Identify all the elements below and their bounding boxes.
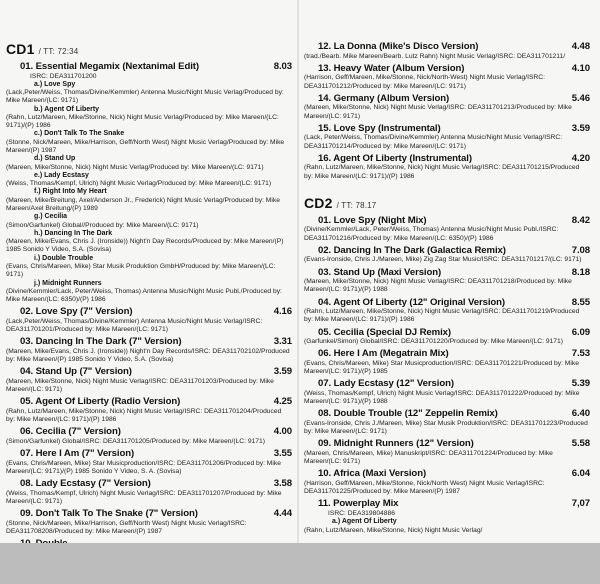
- track-item: [304, 93, 590, 123]
- track-title: 15. Love Spy (Instrumental): [318, 122, 441, 134]
- track-title-row: [6, 61, 292, 73]
- medley-part-credit: (Mareen, Mike/Stonne, Nick) Night Music Verlag/Produced by: Mike Mareen/(LC: 9171): [6, 163, 264, 171]
- track-duration: 5.58: [571, 438, 590, 450]
- medley-part-credit: (Evans, Chris/Mareen, Mike) Star Musik Produktion GmbH/Produced by: Mike Mareen/(LC: 9171): [6, 263, 276, 279]
- cd1-track-list: [6, 61, 292, 552]
- track-item: [6, 508, 292, 538]
- track-item: [304, 348, 590, 378]
- track-title: 05. Agent Of Liberty (Radio Version): [20, 396, 181, 408]
- track-item: [304, 267, 590, 297]
- track-title: 01. Essential Megamix (Nextanimal Edit): [20, 61, 199, 72]
- track-duration: 4.10: [571, 62, 590, 74]
- track-credit: (Simon/Garfunkel) Global/ISRC: DEA311701205/Produced by: Mike Mareen/(LC: 9171): [6, 437, 265, 445]
- medley-part-title: a.) Agent Of Liberty: [332, 518, 397, 526]
- track-credit: (Weiss, Thomas/Kempf, Ulrich) Night Music Verlag/ISRC: DEA311701222/Produced by: Mike Mareen/(LC: 9171)/(P) 1988: [304, 389, 580, 406]
- track-credit: (Harrison, Geff/Mareen, Mike/Stonne, Nick/North-West) Night Music Verlag/ISRC: DEA311701212/Produced by: Mike Mareen/(LC: 9171): [304, 74, 545, 90]
- track-title-row: [304, 41, 590, 53]
- track-title-row: [304, 215, 590, 227]
- cd2-heading: [304, 195, 590, 211]
- track-title-row: [304, 153, 590, 165]
- track-item: [304, 245, 590, 267]
- background-strip: [0, 543, 600, 584]
- track-title-row: [304, 468, 590, 480]
- track-title-row: [6, 366, 292, 378]
- track-item: [304, 438, 590, 468]
- track-title-row: [304, 348, 590, 360]
- track-duration: 4.20: [571, 152, 590, 164]
- medley-part-title: i.) Double Trouble: [34, 254, 94, 262]
- track-title: 12. La Donna (Mike's Disco Version): [318, 41, 479, 52]
- track-credit: (Evans, Chris/Mareen, Mike) Star Musicproduction/ISRC: DEA311701206/Produced by: Mike Mareen/(LC: 9171)/(P) 1985 Sonido Y Video, S. A. (Sovisa): [6, 459, 281, 475]
- track-credit: (Mareen, Mike/Stonne, Nick) Night Music Verlag/ISRC: DEA311701203/Produced by: Mike Mareen/(LC: 9171): [6, 377, 274, 394]
- cd2-track-list: [304, 215, 590, 537]
- cd2-label: CD2: [304, 194, 333, 211]
- track-item: [304, 297, 590, 327]
- cd2-total-time: / TT: 78.17: [336, 200, 377, 210]
- cd1-continued-track-list: [304, 41, 590, 183]
- track-credit: (Harrison, Geff/Mareen, Mike/Stonne, Nick/North West) Night Music Verlag/ISRC: DEA311701225/Produced by: Mike Mareen/(P) 1987: [304, 479, 545, 496]
- track-item: [6, 396, 292, 426]
- medley-part-credit: (Mareen, Mike/Breitung, Axel/Anderson Jr., Frederick) Night Music Verlag/Produced by: Mike Mareen/Axel Breitung/(P) 1989: [6, 196, 280, 213]
- track-title-row: [304, 408, 590, 420]
- track-duration: 8.03: [273, 61, 292, 72]
- track-title: 07. Here I Am (7" Version): [20, 448, 135, 460]
- track-item: [304, 498, 590, 536]
- track-title: 14. Germany (Album Version): [318, 92, 450, 104]
- medley-part-credit: (Weiss, Thomas/Kempf, Ulrich) Night Music Verlag/Produced by: Mike Mareen/(LC: 9171): [6, 180, 272, 188]
- track-title: 06. Here I Am (Megatrain Mix): [318, 348, 449, 360]
- track-duration: 3.55: [273, 448, 292, 460]
- track-duration: 7,07: [571, 498, 590, 510]
- track-item: [6, 336, 292, 366]
- track-title: 10. Africa (Maxi Version): [318, 468, 427, 480]
- track-title-row: [304, 438, 590, 450]
- medley-part-credit: (Simon/Garfunkel) Global//Produced by: Mike Mareen/(LC: 9171): [6, 221, 199, 229]
- track-title-row: [304, 245, 590, 257]
- track-duration: 6.40: [571, 408, 590, 420]
- track-title: 06. Cecilia (7" Version): [20, 426, 121, 438]
- track-item: [6, 426, 292, 448]
- track-item: [6, 366, 292, 396]
- track-title: 08. Double Trouble (12" Zeppelin Remix): [318, 408, 498, 420]
- track-credit: ISRC: DEA319804886: [328, 509, 395, 517]
- track-item: [304, 378, 590, 408]
- track-credit: (trad./Bearb. Mike Mareen/Bearb. Lutz Rahn) Night Music Verlag/ISRC: DEA311701211/: [304, 52, 566, 60]
- medley-part-credit: (Divine/Kemmler/Lack, Peter/Weiss, Thomas) Antenna Music/Night Music Publ./Produced by: Mike Mareen/(LC: 6350)/(P) 1986: [6, 287, 282, 304]
- track-title: 02. Dancing In The Dark (Galactica Remix): [318, 244, 506, 256]
- track-credit: (Mareen, Mike/Stonne, Nick) Night Music Verlag/ISRC: DEA311701213/Produced by: Mike Mareen/(LC: 9171): [304, 104, 572, 120]
- track-item: [304, 41, 590, 63]
- medley-part-credit: (Lack,Peter/Weiss, Thomas/Divine/Kemmler) Antenna Music/Night Music Verlag/Produced by: Mike Mareen/(LC: 9171): [6, 89, 284, 105]
- track-duration: 4.25: [273, 396, 292, 408]
- track-title: 04. Stand Up (7" Version): [20, 366, 132, 378]
- medley-part-credit: (Rahn, Lutz/Mareen, Mike/Stonne, Nick) Night Music Verlag/Produced by: Mike Mareen/(LC: 9171)/(P) 1986: [6, 114, 279, 130]
- track-duration: 5.46: [571, 92, 590, 104]
- medley-part-title: h.) Dancing In The Dark: [34, 229, 113, 237]
- track-title: 03. Dancing In The Dark (7" Version): [20, 336, 182, 348]
- track-title: 04. Agent Of Liberty (12" Original Version): [318, 296, 506, 308]
- cd1-total-time: / TT: 72:34: [38, 47, 79, 56]
- track-duration: 4.44: [273, 508, 292, 520]
- track-title-row: [304, 297, 590, 309]
- track-duration: 8.18: [571, 266, 590, 278]
- track-credit: (Rahn, Lutz/Mareen, Mike/Stonne, Nick) Night Music Verlag/ISRC: DEA311701219/Produced by: Mike Mareen/(LC: 9171)/(P) 1986: [304, 308, 580, 324]
- medley-part-title: a.) Love Spy: [34, 80, 76, 88]
- medley-part-title: d.) Stand Up: [34, 155, 76, 163]
- track-title-row: [6, 508, 292, 520]
- track-item: [304, 468, 590, 498]
- track-title-row: [6, 306, 292, 318]
- track-title: 02. Love Spy (7" Version): [20, 306, 133, 318]
- page-gutter: [297, 0, 299, 543]
- track-duration: 4.16: [273, 306, 292, 318]
- track-credit: (Rahn, Lutz/Mareen, Mike/Stonne, Nick) Night Music Verlag/ISRC: DEA311701204/Produced by: Mike Mareen/(LC: 9171)/(P) 1986: [6, 407, 282, 424]
- track-item: [304, 153, 590, 183]
- cd1-label: CD1: [6, 41, 35, 57]
- track-credit: (Rahn, Lutz/Mareen, Mike/Stonne, Nick) Night Music Verlag/ISRC: DEA311701215/Produced by: Mike Mareen/(LC: 9171)/(P) 1986: [304, 164, 580, 180]
- track-title: 08. Lady Ecstasy (7" Version): [20, 478, 151, 490]
- track-title: 05. Cecilia (Special DJ Remix): [318, 326, 451, 338]
- track-title: 16. Agent Of Liberty (Instrumental): [318, 152, 472, 164]
- track-title-row: [6, 336, 292, 348]
- track-credit: (Evans-Ironside, Chris J./Mareen, Mike) Zig Zag Star Music/ISRC: DEA311701217/(LC: 9171): [304, 256, 582, 264]
- medley-part-title: c.) Don't Talk To The Snake: [34, 130, 125, 138]
- track-item: [6, 478, 292, 508]
- track-title-row: [304, 93, 590, 105]
- medley-part-credit: (Rahn, Lutz/Mareen, Mike/Stonne, Nick) Night Music Verlag/: [304, 526, 483, 534]
- track-title: 09. Midnight Runners (12" Version): [318, 438, 474, 450]
- track-title-row: [6, 448, 292, 460]
- track-item: [304, 63, 590, 93]
- track-duration: 6.04: [571, 468, 590, 480]
- track-title-row: [304, 498, 590, 510]
- medley-part-title: e.) Lady Ecstasy: [34, 171, 89, 179]
- track-credit: (Lack, Peter/Weiss, Thomas/Divine/Kemmler) Antenna Music/Night Music Verlag/ISRC: DEA311701214/Produced by: Mike Mareen/(LC: 9171): [304, 134, 563, 150]
- column-right: [304, 41, 590, 537]
- column-left: [6, 41, 292, 552]
- track-item: [6, 61, 292, 306]
- track-title: 01. Love Spy (Night Mix): [318, 214, 427, 226]
- track-credit: (Evans-Ironside, Chris J./Mareen, Mike) Star Musik Produktion/ISRC: DEA311701223/Produced by: Mike Mareen/(LC: 9171): [304, 419, 588, 436]
- track-duration: 3.59: [571, 122, 590, 134]
- track-title-row: [6, 426, 292, 438]
- track-duration: 7.53: [571, 348, 590, 360]
- track-title: 13. Heavy Water (Album Version): [318, 62, 465, 74]
- track-credit: (Mareen, Mike/Evans, Chris J. (Ironside)) Night'n Day Records/ISRC: DEA311702102/Produced by: Mike Mareen/(P) 1985 Sonido Y Video, S.A. (Sovisa): [6, 347, 290, 364]
- track-title-row: [6, 478, 292, 490]
- track-title-row: [304, 378, 590, 390]
- track-title-row: [304, 267, 590, 279]
- track-item: [304, 408, 590, 438]
- track-credit: (Weiss, Thomas/Kempf, Ulrich) Night Music Verlag/ISRC: DEA311701207/Produced by: Mike Mareen/(LC: 9171): [6, 489, 282, 505]
- track-duration: 6.09: [571, 326, 590, 338]
- track-credit: (Mareen, Mike/Stonne, Nick) Night Music Verlag/ISRC: DEA311701218/Produced by: Mike Mareen/(LC: 9171)/(P) 1988: [304, 278, 572, 294]
- track-duration: 7.08: [571, 244, 590, 256]
- track-item: [6, 448, 292, 478]
- track-duration: 8.42: [571, 214, 590, 226]
- track-duration: 3.58: [273, 478, 292, 490]
- track-credit: (Divine/Kemmler/Lack, Peter/Weiss, Thomas) Antenna Music/Night Music Publ./ISRC: DEA311701216/Produced by: Mike Mareen/(LC: 6350)/(P) 1986: [304, 226, 559, 242]
- track-title: 03. Stand Up (Maxi Version): [318, 266, 442, 278]
- track-credit: (Evans, Chris/Mareen, Mike) Star Musicproduction/ISRC: DEA311701221/Produced by: Mike Mareen/(LC: 9171)/(P) 1985: [304, 359, 579, 376]
- track-duration: 4.00: [273, 426, 292, 438]
- track-duration: 4.48: [571, 41, 590, 52]
- medley-part-title: j.) Midnight Runners: [34, 279, 102, 287]
- track-item: [304, 327, 590, 349]
- track-credit: (Garfunkel/Simon) Global/ISRC: DEA311701220/Produced by: Mike Mareen/(LC: 9171): [304, 338, 563, 346]
- medley-part-credit: (Mareen, Mike/Evans, Chris J. (Ironside)) Night'n Day Records/Produced by: Mike Mareen/(P) 1985 Sonido Y Video, S.A. (Sovisa): [6, 238, 284, 254]
- track-item: [304, 123, 590, 153]
- track-spacer: [304, 535, 590, 537]
- track-duration: 3.31: [273, 336, 292, 348]
- medley-part-title: b.) Agent Of Liberty: [34, 105, 100, 113]
- track-item: [304, 215, 590, 245]
- track-title-row: [6, 396, 292, 408]
- track-duration: 3.59: [273, 366, 292, 378]
- track-title: 09. Don't Talk To The Snake (7" Version): [20, 508, 198, 520]
- track-duration: 5.39: [571, 378, 590, 390]
- track-duration: 8.55: [571, 296, 590, 308]
- track-title: 11. Powerplay Mix: [318, 498, 399, 510]
- track-credit: (Mareen, Chris/Mareen, Mike) Manuskript/ISRC: DEA311701224/Produced by: Mike Mareen/(LC: 9171): [304, 449, 553, 466]
- track-credit: ISRC: DEA311701200: [30, 72, 97, 80]
- track-credit: (Lack,Peter/Weiss, Thomas/Divine/Kemmler) Antenna Music/Night Music Verlag/ISRC: DEA311701201/Produced by: Mike Mareen/(LC: 9171): [6, 317, 263, 334]
- medley-part-title: f.) Right Into My Heart: [34, 188, 107, 196]
- track-title-row: [304, 327, 590, 339]
- cd1-heading: [6, 41, 292, 57]
- track-credit: (Stonne, Nick/Mareen, Mike/Harrison, Geff/North West) Night Music Verlag/ISRC: DEA311708208/Produced by: Mike Mareen/(P) 1987: [6, 519, 247, 535]
- medley-part-credit: (Stonne, Nick/Mareen, Mike/Harrison, Geff/North West) Night Music Verlag/Produced by: Mike Mareen/(P) 1987: [6, 138, 285, 155]
- track-item: [6, 306, 292, 336]
- track-title-row: [304, 63, 590, 75]
- track-title-row: [304, 123, 590, 135]
- track-title: 07. Lady Ecstasy (12" Version): [318, 378, 454, 390]
- medley-part-title: g.) Cecilia: [34, 213, 68, 221]
